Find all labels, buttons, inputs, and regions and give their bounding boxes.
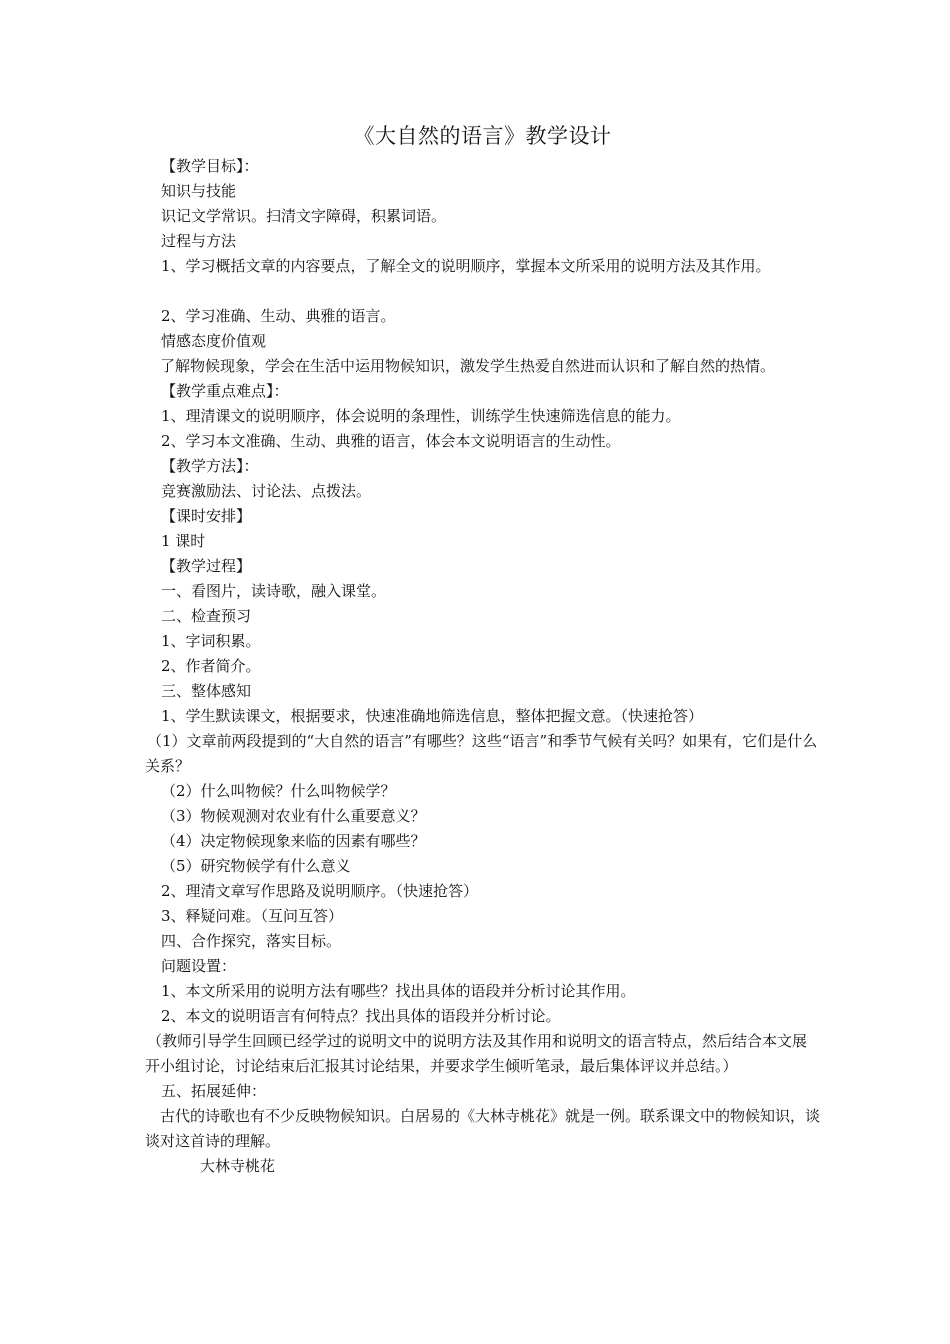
goals-heading: 【教学目标】： bbox=[161, 157, 259, 175]
question-4: （4）决定物候现象来临的因素有哪些？ bbox=[161, 832, 426, 850]
step-4: 四、合作探究，落实目标。 bbox=[161, 932, 342, 950]
discussion-question-2: 2、本文的说明语言有何特点？找出具体的语段并分析讨论。 bbox=[161, 1007, 561, 1025]
document-title: 《大自然的语言》教学设计 bbox=[353, 124, 612, 148]
step-2: 二、检查预习 bbox=[161, 607, 252, 625]
knowledge-text: 识记文学常识。扫清文字障碍，积累词语。 bbox=[161, 207, 447, 225]
step-2-item-1: 1、字词积累。 bbox=[161, 632, 261, 650]
step-1: 一、看图片，读诗歌，融入课堂。 bbox=[161, 582, 387, 600]
teacher-note: （教师引导学生回顾已经学过的说明文中的说明方法及其作用和说明文的语言特点，然后结合本文展开小组讨论，讨论结束后汇报其讨论结果，并要求学生倾听笔录，最后集体评议并总结。） bbox=[145, 1032, 808, 1075]
key-heading: 【教学重点难点】： bbox=[161, 382, 289, 400]
knowledge-heading: 知识与技能 bbox=[161, 182, 237, 200]
process-heading: 过程与方法 bbox=[161, 232, 237, 250]
hours-heading: 【课时安排】 bbox=[161, 507, 252, 525]
hours-text: 1 课时 bbox=[161, 532, 206, 550]
document-body bbox=[145, 118, 820, 1179]
emotion-text: 了解物候现象，学会在生活中运用物候知识，激发学生热爱自然进而认识和了解自然的热情。 bbox=[160, 357, 776, 375]
key-item-1: 1、理清课文的说明顺序，体会说明的条理性，训练学生快速筛选信息的能力。 bbox=[161, 407, 681, 425]
questions-heading: 问题设置： bbox=[161, 957, 237, 975]
question-3: （3）物候观测对农业有什么重要意义？ bbox=[161, 807, 426, 825]
emotion-heading: 情感态度价值观 bbox=[161, 332, 267, 350]
step-3: 三、整体感知 bbox=[161, 682, 252, 700]
step-3-item-1: 1、学生默读课文，根据要求，快速准确地筛选信息，整体把握文意。（快速抢答） bbox=[161, 707, 704, 725]
question-2: （2）什么叫物候？什么叫物候学？ bbox=[161, 782, 396, 800]
step-5: 五、拓展延伸： bbox=[161, 1082, 267, 1100]
question-1: （1）文章前两段提到的“大自然的语言”有哪些？这些“语言”和季节气候有关吗？如果有，它们是什么关系？ bbox=[145, 732, 818, 775]
process-item-2: 2、学习准确、生动、典雅的语言。 bbox=[161, 307, 396, 325]
discussion-question-1: 1、本文所采用的说明方法有哪些？找出具体的语段并分析讨论其作用。 bbox=[161, 982, 636, 1000]
step-3-item-3: 3、释疑问难。（互问互答） bbox=[161, 907, 344, 925]
poem-title: 大林寺桃花 bbox=[200, 1157, 276, 1175]
step-3-item-2: 2、理清文章写作思路及说明顺序。（快速抢答） bbox=[161, 882, 479, 900]
procedure-heading: 【教学过程】 bbox=[161, 557, 252, 575]
key-item-2: 2、学习本文准确、生动、典雅的语言，体会本文说明语言的生动性。 bbox=[161, 432, 621, 450]
step-2-item-2: 2、作者简介。 bbox=[161, 657, 261, 675]
extension-text: 古代的诗歌也有不少反映物候知识。白居易的《大林寺桃花》就是一例。联系课文中的物候知识，谈谈对这首诗的理解。 bbox=[145, 1107, 821, 1150]
question-5: （5）研究物候学有什么意义 bbox=[161, 857, 351, 875]
method-heading: 【教学方法】： bbox=[161, 457, 259, 475]
method-text: 竞赛激励法、讨论法、点拨法。 bbox=[161, 482, 372, 500]
process-item-1: 1、学习概括文章的内容要点，了解全文的说明顺序，掌握本文所采用的说明方法及其作用。 bbox=[161, 257, 771, 275]
blank-line bbox=[145, 279, 820, 304]
